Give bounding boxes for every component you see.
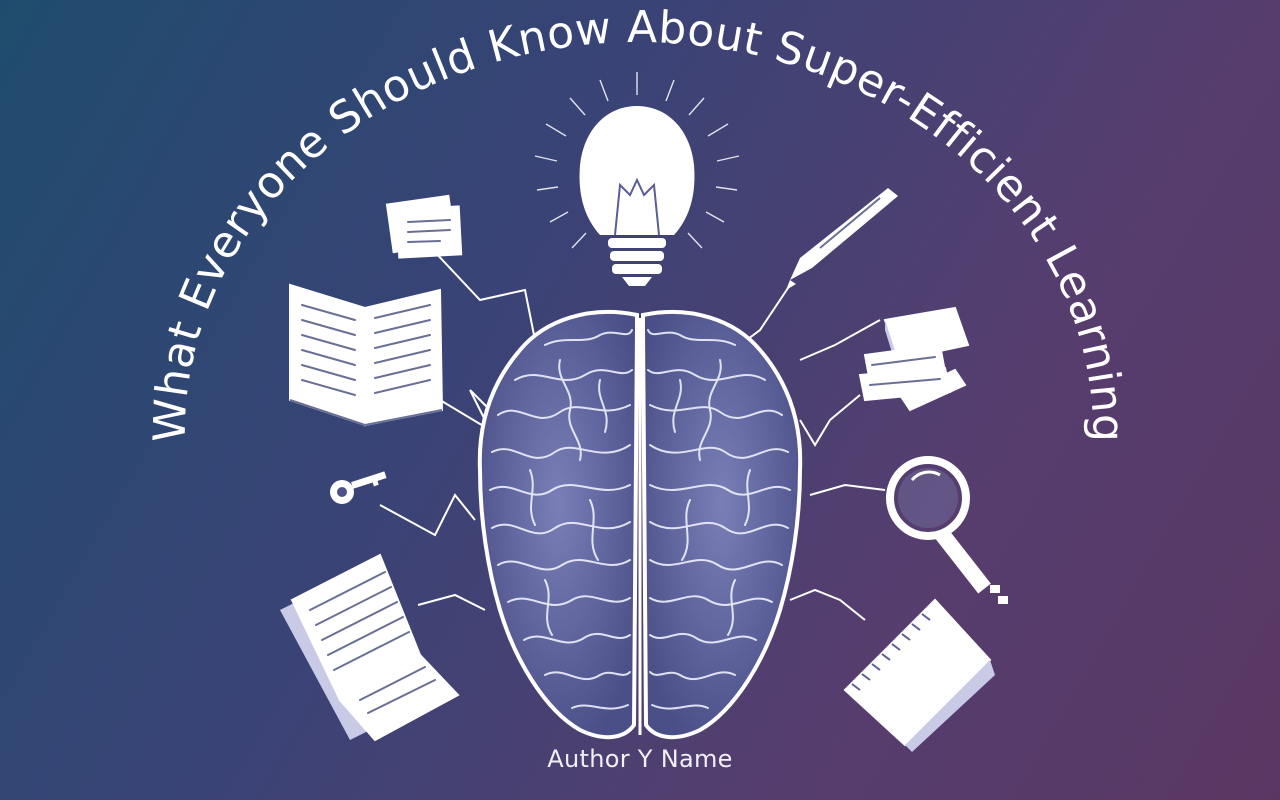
- sticky-notes-icon: [387, 196, 461, 258]
- open-book-left-icon: [290, 285, 442, 425]
- magnifying-glass-icon: [890, 460, 1008, 604]
- lightbulb-icon: [535, 72, 739, 286]
- key-icon: [330, 471, 387, 504]
- author-name: Author Y Name: [547, 745, 733, 773]
- open-book-bottom-icon: [280, 555, 458, 740]
- brain-illustration: [480, 312, 800, 737]
- book-stack-icon: [860, 308, 968, 410]
- cover-title-path: What Everyone Should Know About Super-Efficient Learning: [144, 2, 1134, 444]
- pen-icon: [786, 188, 898, 290]
- notepad-icon: [845, 600, 995, 752]
